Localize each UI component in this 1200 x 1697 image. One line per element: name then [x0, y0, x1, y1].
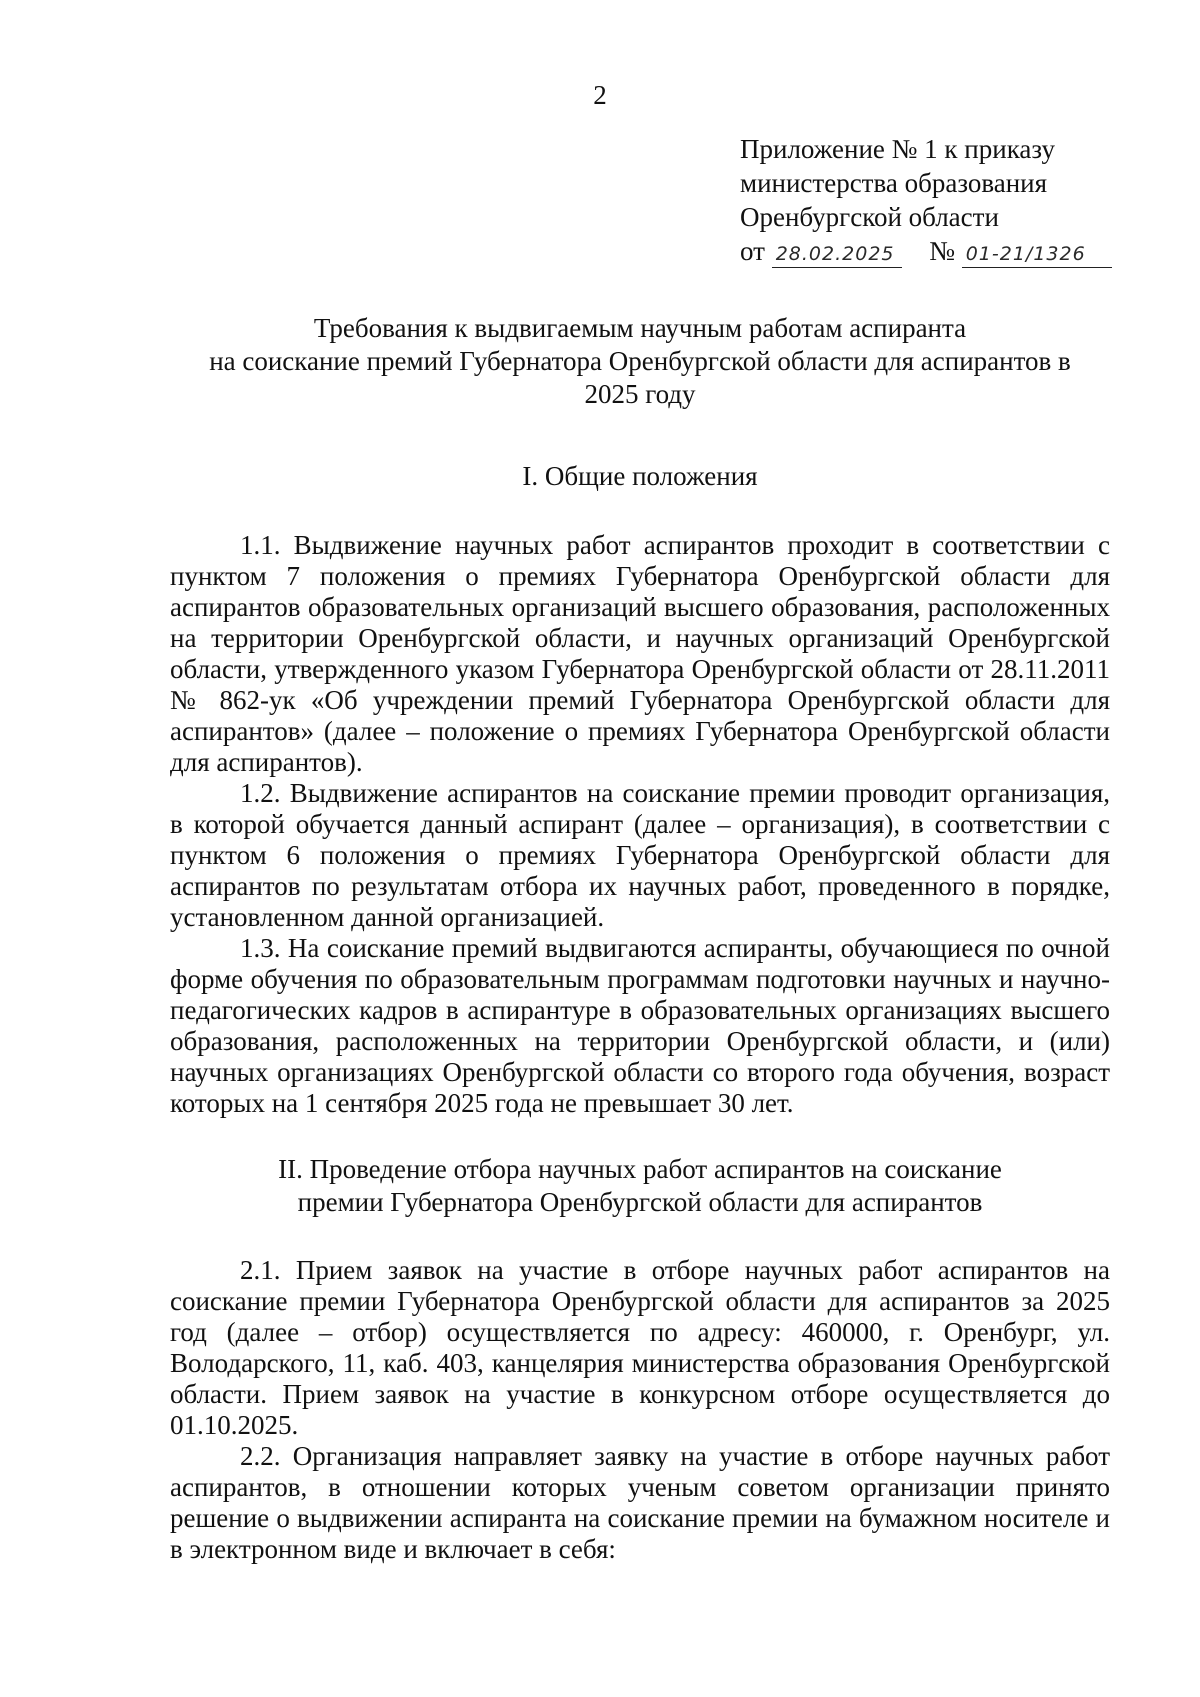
annex-number-handwritten: 01-21/1326	[962, 241, 1112, 268]
page-number: 2	[593, 80, 607, 110]
annex-block	[740, 132, 1160, 268]
paragraph-1-1: 1.1. Выдвижение научных работ аспирантов проходит в соответствии с пунктом 7 положения о премиях Губернатора Оренбургской области для аспирантов образовательных организаций высшего образования, расположенных на территории Оренбургской области, и научных организаций Оренбургской области, утвержденного указом Губернатора Оренбургской области от 28.11.2011 № 862-ук «Об учреждении премий Губернатора Оренбургской области для аспирантов» (далее – положение о премиях Губернатора Оренбургской области для аспирантов).	[170, 530, 1110, 777]
annex-line-3: Оренбургской области	[740, 202, 999, 232]
section-2-heading-line-1: II. Проведение отбора научных работ аспирантов на соискание	[278, 1154, 1002, 1184]
paragraph-1-2: 1.2. Выдвижение аспирантов на соискание премии проводит организация, в которой обучается данный аспирант (далее – организация), в соответствии с пунктом 6 положения о премиях Губернатора Оренбургской области для аспирантов по результатам отбора их научных работ, проведенного в порядке, установленном данной организацией.	[170, 778, 1110, 932]
title-line-3: 2025 году	[584, 379, 696, 409]
title-line-1: Требования к выдвигаемым научным работам аспиранта	[313, 313, 967, 343]
title-line-2: на соискание премий Губернатора Оренбургской области для аспирантов в	[209, 346, 1071, 376]
paragraph-2-2: 2.2. Организация направляет заявку на участие в отборе научных работ аспирантов, в отношении которых ученым советом организации принято решение о выдвижении аспиранта на соискание премии на бумажном носителе и в электронном виде и включает в себя:	[170, 1441, 1110, 1564]
annex-line-2: министерства образования	[740, 168, 1048, 198]
section-1-body	[170, 530, 1110, 1119]
annex-number-prefix: №	[929, 236, 955, 266]
document-title	[170, 312, 1110, 411]
annex-date-handwritten: 28.02.2025	[772, 241, 902, 268]
section-2-heading	[170, 1153, 1110, 1219]
section-2-body	[170, 1255, 1110, 1565]
annex-line-1: Приложение № 1 к приказу	[740, 134, 1055, 164]
paragraph-2-1: 2.1. Прием заявок на участие в отборе научных работ аспирантов на соискание премии Губернатора Оренбургской области для аспирантов за 2025 год (далее – отбор) осуществляется по адресу: 460000, г. Оренбург, ул. Володарского, 11, каб. 403, канцелярия министерства образования Оренбургской области. Прием заявок на участие в конкурсном отборе осуществляется до 01.10.2025.	[170, 1255, 1110, 1440]
annex-date-prefix: от	[740, 236, 765, 266]
section-1-heading: I. Общие положения	[522, 461, 758, 491]
paragraph-1-3: 1.3. На соискание премий выдвигаются аспиранты, обучающиеся по очной форме обучения по образовательным программам подготовки научных и научно-педагогических кадров в аспирантуре в образовательных организациях высшего образования, расположенных на территории Оренбургской области, и (или) научных организациях Оренбургской области со второго года обучения, возраст которых на 1 сентября 2025 года не превышает 30 лет.	[170, 933, 1110, 1118]
annex-date-number-line	[740, 234, 1160, 268]
section-2-heading-line-2: премии Губернатора Оренбургской области для аспирантов	[297, 1187, 983, 1217]
